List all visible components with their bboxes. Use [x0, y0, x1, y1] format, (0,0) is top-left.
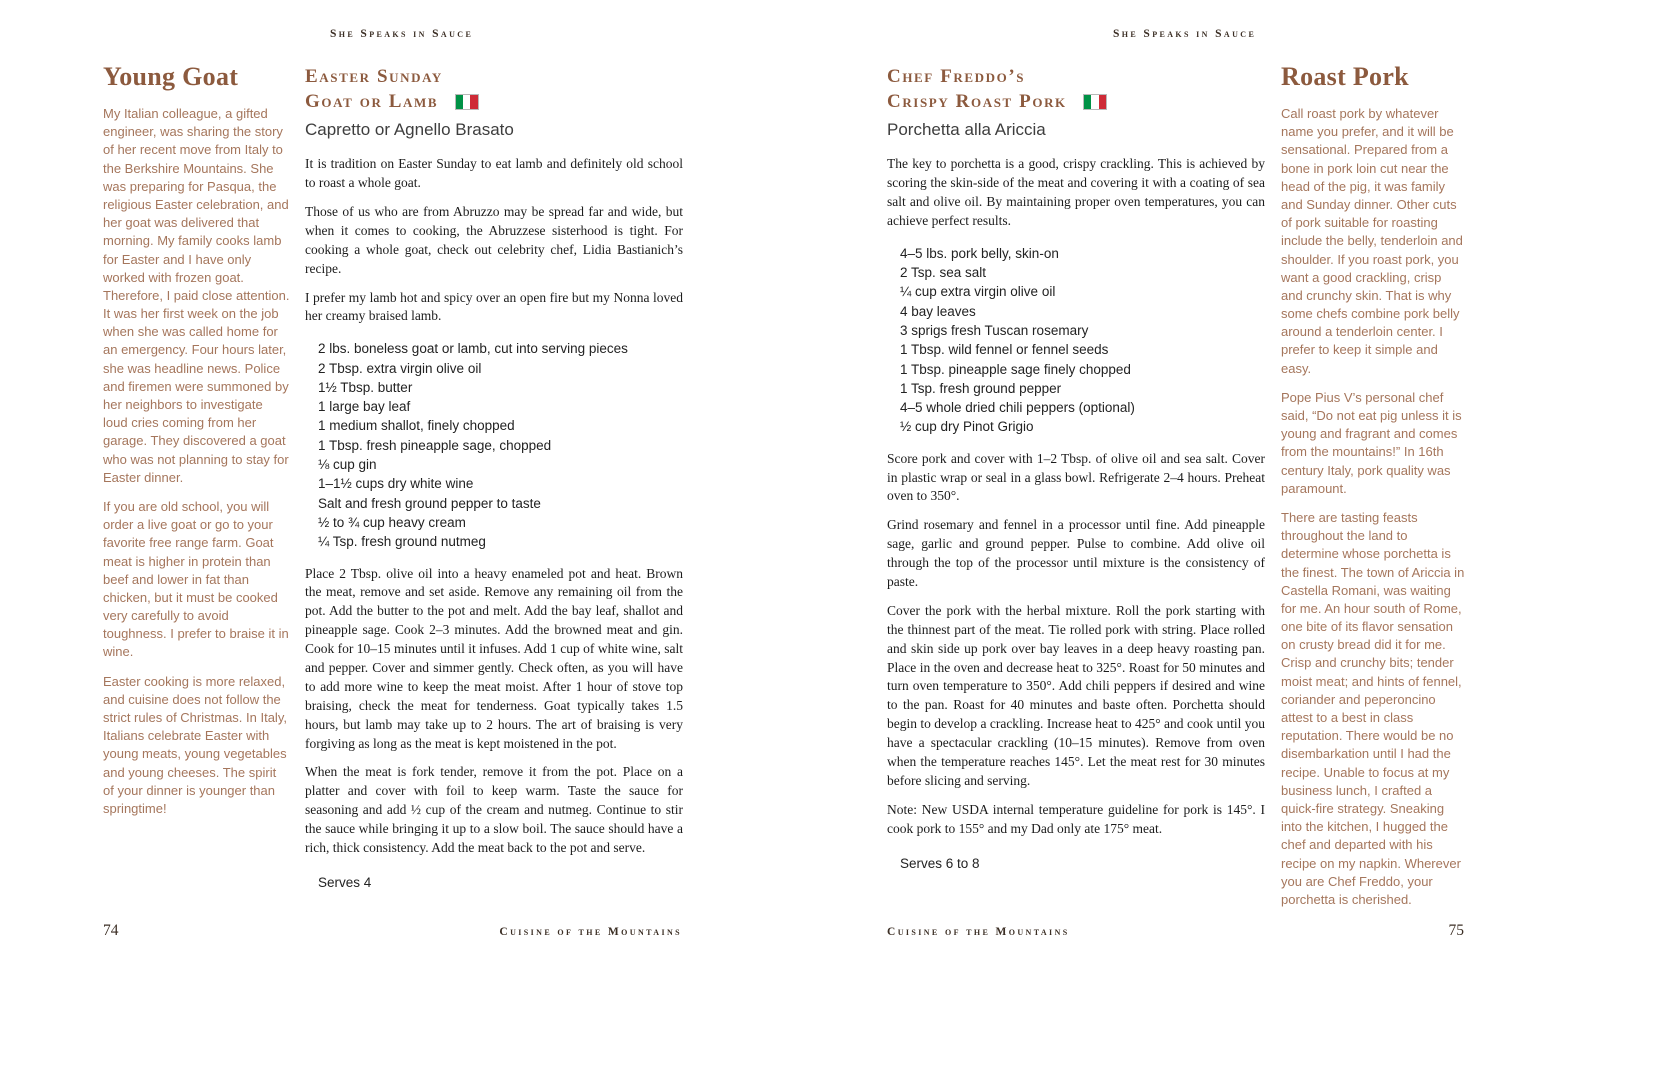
- italian-flag-icon: [1083, 94, 1107, 110]
- intro-paragraph: The key to porchetta is a good, crispy crackling. This is achieved by scoring the skin-side of the meat and covering it with a coating of sea salt and olive oil. By maintaining proper oven temperatures, you can achieve perfect results.: [887, 156, 1265, 228]
- ingredient-item: 4 bay leaves: [900, 303, 976, 319]
- ingredient-list: [900, 244, 1265, 437]
- sidebar-paragraph: Call roast pork by whatever name you prefer, and it will be sensational. Prepared from a bone in pork loin cut near the head of the pig, it was family and Sunday dinner. Other cuts of pork suitable for roasting include the belly, tenderloin and shoulder. If you roast pork, you want a good crackling, crisp and crunchy skin. That is why some chefs combine pork belly around a tenderloin center. I prefer to keep it simple and easy.: [1281, 106, 1463, 376]
- ingredient-item: ½ to ¾ cup heavy cream: [318, 514, 466, 530]
- method-paragraph: Grind rosemary and fennel in a processor until fine. Add pineapple sage, garlic and ground pepper. Pulse to combine. Add olive oil through the top of the processor until mixture is the consistency of paste.: [887, 517, 1265, 590]
- sidebar-paragraph: Pope Pius V’s personal chef said, “Do not eat pig unless it is young and fragrant and comes from the mountains!” In 16th century Italy, pork quality was paramount.: [1281, 389, 1462, 496]
- italian-flag-icon: [455, 94, 479, 110]
- flag-stripe-red: [1099, 95, 1106, 109]
- ingredient-item: 4–5 whole dried chili peppers (optional): [900, 400, 1135, 416]
- ingredient-item: 1 Tsp. fresh ground pepper: [900, 380, 1062, 396]
- method-paragraph: Score pork and cover with 1–2 Tbsp. of olive oil and sea salt. Cover in plastic wrap or seal in a glass bowl. Refrigerate 2–4 hours. Preheat oven to 350°.: [887, 450, 1265, 504]
- recipe-title-line2: Crispy Roast Pork: [887, 91, 1067, 113]
- method-paragraph: Place 2 Tbsp. olive oil into a heavy enameled pot and heat. Brown the meat, remove and set aside. Remove any remaining oil from the pot. Add the butter to the pot and melt. Add the bay leaf, shallot and pineapple sage. Cook 2–3 minutes. Add the browned meat and gin. Cook for 10–15 minutes until it infuses. Add 1 cup of white wine, salt and pepper. Cover and simmer gently. Check often, as you will have to add more wine to keep the meat moist. After 1 hour of stove top braising, check the meat for tenderness. Goat typically takes 1.5 hours, but lamb may take up to 2 hours. The art of braising is very forgiving as long as the meat is kept moistened in the pot.: [305, 565, 683, 751]
- ingredient-item: 1 large bay leaf: [318, 399, 411, 415]
- ingredient-item: ⅛ cup gin: [318, 457, 377, 473]
- method-note-paragraph: Note: New USDA internal temperature guideline for pork is 145°. I cook pork to 155° and my Dad only ate 175° meat.: [887, 801, 1265, 836]
- intro-paragraph: I prefer my lamb hot and spicy over an open fire but my Nonna loved her creamy braised lamb.: [305, 289, 683, 324]
- serves-note: Serves 4: [318, 874, 372, 890]
- sidebar-paragraph: My Italian colleague, a gifted engineer, was sharing the story of her recent move from Italy to the Berkshire Mountains. She was preparing for Pasqua, the religious Easter celebration, and her goat was delivered that morning. My family cooks lamb for Easter and I have only worked with frozen goat. Therefore, I paid close attention. It was her first week on the job when she was called home for an emergency. Four hours later, she was headline news. Police and firemen were summoned by her neighbors to investigate loud cries coming from her garage. They discovered a goat who was not planning to stay for Easter dinner.: [103, 106, 290, 485]
- ingredient-item: 3 sprigs fresh Tuscan rosemary: [900, 322, 1089, 338]
- sidebar-paragraph: If you are old school, you will order a live goat or go to your favorite free range farm. Goat meat is higher in protein than beef and lower in fat than chicken, but it must be cooked very carefully to avoid toughness. I prefer to braise it in wine.: [103, 498, 289, 660]
- page-number-right: 75: [1448, 922, 1464, 939]
- intro-paragraph: It is tradition on Easter Sunday to eat lamb and definitely old school to roast a whole goat.: [305, 156, 683, 191]
- ingredient-item: 1 medium shallot, finely chopped: [318, 418, 515, 434]
- running-head-left: She Speaks in Sauce: [330, 28, 474, 40]
- method-paragraph: When the meat is fork tender, remove it from the pot. Place on a platter and cover with foil to keep warm. Taste the sauce for seasoning and add ½ cup of the cream and nutmeg. Continue to stir the sauce while bringing it up to a slow boil. The sauce should have a rich, thick consistency. Add the meat back to the pot and serve.: [305, 764, 683, 856]
- intro-paragraph: Those of us who are from Abruzzo may be spread far and wide, but when it comes to cooking, the Abruzzese sisterhood is tight. For cooking a whole goat, check out celebrity chef, Lidia Bastianich’s recipe.: [305, 203, 683, 276]
- flag-stripe-green: [456, 95, 463, 109]
- recipe-title: [887, 64, 1265, 114]
- ingredient-list: [318, 339, 683, 551]
- recipe-title-line1: Easter Sunday: [305, 66, 443, 87]
- recipe-goat-or-lamb: [305, 64, 683, 890]
- flag-stripe-white: [463, 95, 470, 109]
- book-footer-left: Cuisine of the Mountains: [499, 926, 682, 938]
- sidebar-title: Roast Pork: [1281, 62, 1409, 91]
- flag-stripe-red: [470, 95, 477, 109]
- serves-note: Serves 6 to 8: [900, 855, 980, 871]
- recipe-title-line1: Chef Freddo’s: [887, 66, 1026, 87]
- ingredient-item: ¼ Tsp. fresh ground nutmeg: [318, 534, 486, 550]
- running-head-right: She Speaks in Sauce: [1113, 28, 1257, 40]
- sidebar-title: Young Goat: [103, 62, 239, 91]
- sidebar-roast-pork: [1281, 62, 1465, 920]
- sidebar-paragraph: Easter cooking is more relaxed, and cuisine does not follow the strict rules of Christmas. In Italy, Italians celebrate Easter with young meats, young vegetables and young cheeses. The spirit of your dinner is younger than springtime!: [103, 673, 287, 816]
- ingredient-item: 1–1½ cups dry white wine: [318, 476, 474, 492]
- recipe-title-line2-wrap: [305, 89, 683, 114]
- ingredient-item: 2 Tsp. sea salt: [900, 265, 987, 281]
- page-number-left: 74: [103, 922, 119, 939]
- recipe-title-line2-wrap: [887, 89, 1265, 114]
- ingredient-item: 1 Tbsp. wild fennel or fennel seeds: [900, 342, 1109, 358]
- recipe-subtitle: Porchetta alla Ariccia: [887, 120, 1046, 140]
- ingredient-item: 2 lbs. boneless goat or lamb, cut into serving pieces: [318, 341, 628, 357]
- recipe-subtitle: Capretto or Agnello Brasato: [305, 120, 514, 140]
- recipe-crispy-roast-pork: [887, 64, 1265, 871]
- recipe-title-line2: Goat or Lamb: [305, 91, 439, 113]
- book-footer-right: Cuisine of the Mountains: [887, 926, 1070, 938]
- ingredient-item: 1½ Tbsp. butter: [318, 379, 413, 395]
- flag-stripe-white: [1091, 95, 1098, 109]
- ingredient-item: ½ cup dry Pinot Grigio: [900, 419, 1034, 435]
- ingredient-item: 1 Tbsp. pineapple sage finely chopped: [900, 361, 1131, 377]
- sidebar-paragraph: There are tasting feasts throughout the land to determine whose porchetta is the finest. The town of Ariccia in Castella Romani, was waiting for me. An hour south of Rome, one bite of its flavor sensation on crusty bread did it for me. Crisp and crunchy bits; tender moist meat; and hints of fennel, coriander and peperoncino attest to a best in class reputation. There would be no disembarkation until I had the recipe. Unable to focus at my business lunch, I crafted a quick-fire strategy. Sneaking into the kitchen, I hugged the chef and departed with his recipe on my napkin. Wherever you are Chef Freddo, your porchetta is cherished.: [1281, 509, 1465, 907]
- ingredient-item: Salt and fresh ground pepper to taste: [318, 495, 541, 511]
- ingredient-item: ¼ cup extra virgin olive oil: [900, 284, 1056, 300]
- ingredient-item: 2 Tbsp. extra virgin olive oil: [318, 360, 482, 376]
- recipe-title: [305, 64, 683, 114]
- flag-stripe-green: [1084, 95, 1091, 109]
- sidebar-young-goat: [103, 62, 290, 829]
- ingredient-item: 1 Tbsp. fresh pineapple sage, chopped: [318, 437, 552, 453]
- method-paragraph: Cover the pork with the herbal mixture. Roll the pork starting with the thinnest part of the meat. Tie rolled pork with string. Place rolled and skin side up pork over bay leaves in a deep heavy roasting pan. Place in the oven and decrease heat to 325°. Roast for 50 minutes and turn oven temperature to 350°. Add chili peppers if desired and wine to the pan. Roast for 40 minutes and baste often. Porchetta should begin to develop a crackling. Increase heat to 425° and cook until you have a spectacular crackling (10–15 minutes). Remove from oven when the temperature reaches 145°. Let the meat rest for 30 minutes before slicing and serving.: [887, 602, 1265, 788]
- ingredient-item: 4–5 lbs. pork belly, skin-on: [900, 245, 1059, 261]
